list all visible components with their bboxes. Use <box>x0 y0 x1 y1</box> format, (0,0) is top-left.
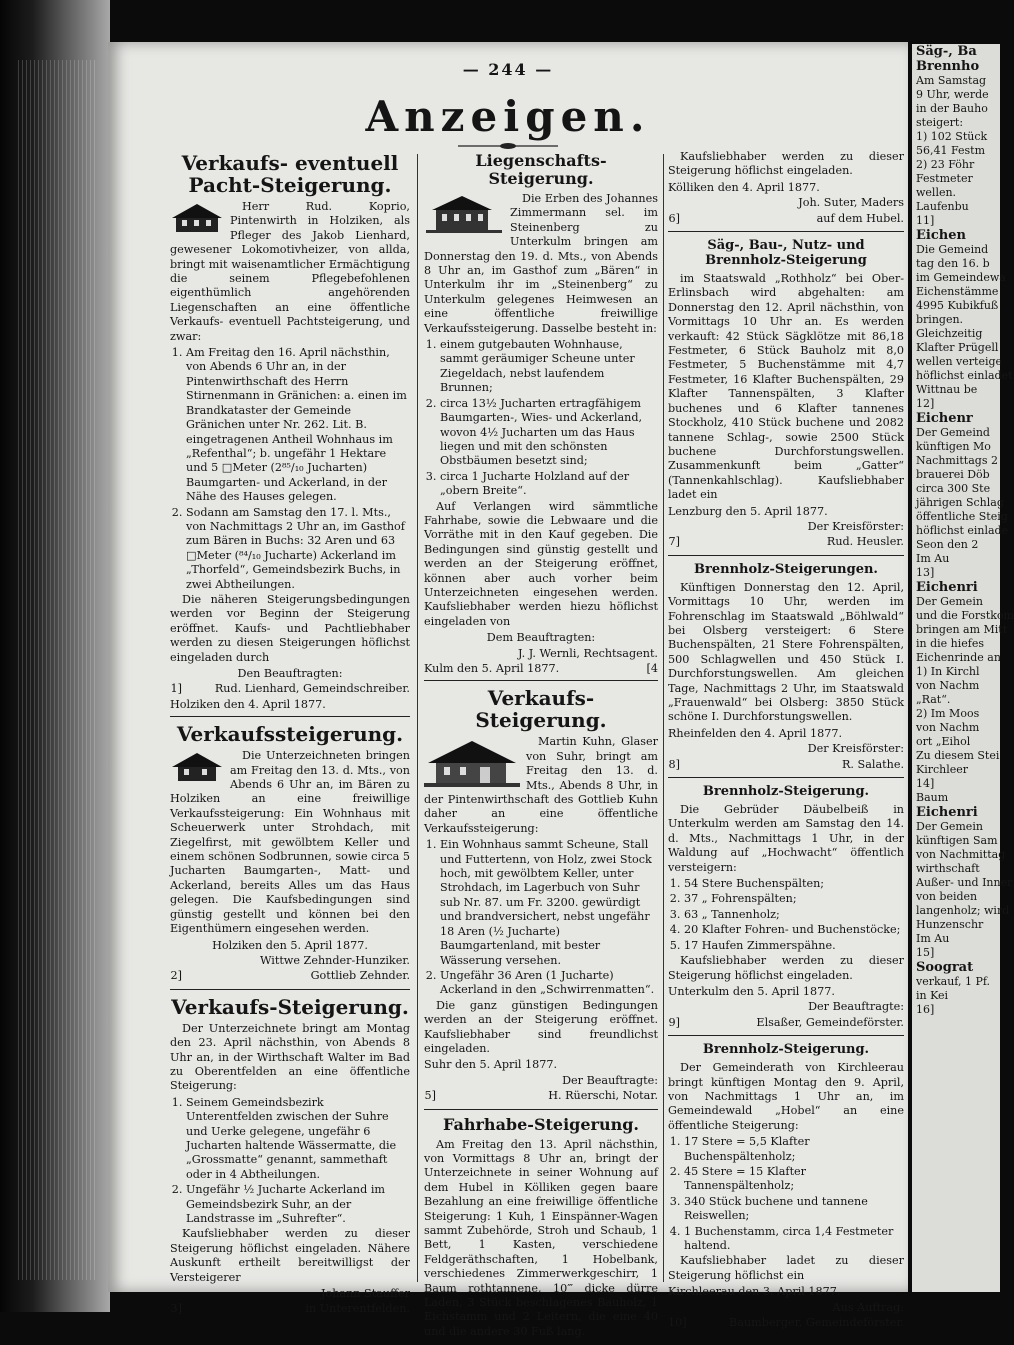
adjacent-page-text: in der Bauho <box>916 102 988 115</box>
ad-number: [4 <box>646 662 658 675</box>
advertisement <box>668 1035 904 1335</box>
signature-label: Dem Beauftragten: <box>486 631 596 645</box>
adjacent-page-text: Eichenr <box>916 411 973 426</box>
page-edges <box>18 60 98 1280</box>
column-rule <box>417 154 418 1282</box>
place-date: Holziken den 4. April 1877. <box>170 697 326 711</box>
list-item: 2. Sodann am Samstag den 17. l. Mts., von Nachmittags 2 Uhr an, im Gasthof zum Bären in Buchs: 32 Aren und 63 □Meter (⁸⁴/₁₀ Jucharte) Ackerland im „Thorfeld“, Gemeindsbezirk Buchs, in zwei Abtheilungen. <box>186 506 410 592</box>
list-item: 3. 340 Stück buchene und tannene Reiswellen; <box>684 1195 904 1224</box>
ad-text: Der Unterzeichnete bringt am Montag den 23. April nächsthin, von Abends 8 Uhr an, in der Wirthschaft Walter im Bad zu Oberentfelden an eine öffentliche Steigerung: <box>170 1021 410 1093</box>
advertisement <box>668 777 904 1035</box>
ad-text: Am Freitag den 13. April nächsthin, von Vormittags 8 Uhr an, bringt der Unterzeichnete in seiner Wohnung auf dem Hubel in Kölliken gegen baare Bezahlung an eine freiwillige öffentliche Steigerung: 1 Kuh, 1 Einspänner-Wagen sammt Zubehörde, Stroh und Schaub, 1 Bett, 1 Kasten, verschiedene Feldgeräthschaften, 1 Hobelbank, verschiedenes Zimmerwerkgeschirr, 1 Baum rothtannene, 10‴ dicke dürre Laden, 3 Stück beschlagenes Bauholz, 1 Eichstamm und 2 Leitern, die eine 40 und die andere 30 Fuß lang. <box>424 1137 658 1338</box>
place-date: Suhr den 5. April 1877. <box>424 1058 558 1072</box>
page-number: — 244 — <box>462 60 554 79</box>
ad-number: 8] <box>668 757 680 771</box>
column-rule <box>663 154 664 1282</box>
adjacent-page-text: künftigen Mo <box>916 440 991 453</box>
advertisement <box>424 152 658 680</box>
adjacent-page-text: 13] <box>916 566 935 579</box>
signature-label: Der Beauftragte: <box>562 1073 658 1087</box>
list-item: 1. einem gutgebauten Wohnhause, sammt geräumiger Scheune unter Ziegeldach, nebst laufendem Brunnen; <box>440 338 658 396</box>
ad-number: 9] <box>668 1015 680 1029</box>
adjacent-page-text: Der Gemein <box>916 820 983 833</box>
adjacent-page-text: langenholz; wird <box>916 904 1010 917</box>
ad-text: Die Erben des Johannes Zimmermann sel. im Steinenberg zu Unterkulm bringen am Donnerstag den 19. d. Mts., von Abends 8 Uhr an, im Gasthof zum „Bären“ in Unterkulm ihr im „Steinenberg“ zu Unterkulm gelegenes Heimwesen an eine öffentliche freiwillige Verkaufssteigerung. Dasselbe besteht in: <box>424 192 658 335</box>
advertisement <box>170 716 410 989</box>
list-item: 3. 63 „ Tannenholz; <box>684 908 904 922</box>
advertisement <box>668 150 904 231</box>
ad-text: Die Unterzeichneten bringen am Freitag den 13. d. Mts., von Abends 6 Uhr an, im Bären zu Holziken an eine freiwillige Verkaufssteigerung: Ein Wohnhaus mit Scheuerwerk unter Strohdach, mit Ziegelfirst, mit gewölbtem Keller und einem schönen Sodbrunnen, sowie circa 5 Jucharten Baumgarten-, Matt- und Ackerland, bereits Alles um das Haus gelegen. Die Kaufsbedingungen sind günstig gestellt und können bei den Eigenthümern eingesehen werden. <box>170 749 410 936</box>
adjacent-page-text: 2) 23 Föhr <box>916 158 975 171</box>
adjacent-page-text: öffentliche Steig <box>916 510 1008 523</box>
column-3 <box>668 150 904 1335</box>
signature-name: H. Rüerschi, Notar. <box>548 1089 658 1103</box>
signature: J. J. Wernli, Rechtsagent. <box>518 646 658 660</box>
ad-number: 5] <box>424 1089 436 1103</box>
adjacent-page-text: höflichst einladet <box>916 369 1013 382</box>
place-date: Kirchleerau den 3. April 1877. <box>668 1285 841 1299</box>
list-item: 4. 1 Buchenstamm, circa 1,4 Festmeter haltend. <box>684 1225 904 1254</box>
advertisement <box>424 680 658 1108</box>
adjacent-page-text: Eichenrinde an <box>916 651 1001 664</box>
ad-title: Brennholz-Steigerung. <box>702 784 870 800</box>
adjacent-page-text: höflichst einlade <box>916 524 1009 537</box>
ad-text: Kaufsliebhaber ladet zu dieser Steigerung höflichst ein <box>668 1254 904 1282</box>
ad-number: 7] <box>668 535 680 549</box>
list-item: 2. circa 13½ Jucharten ertragfähigem Baumgarten-, Wies- und Ackerland, wovon 4½ Jucharten um das Haus liegen und mit den schönsten Obstbäumen besetzt sind; <box>440 397 658 469</box>
adjacent-page-text: 12] <box>916 397 935 410</box>
ad-text: Herr Rud. Koprio, Pintenwirth in Holziken, als Pfleger des Jakob Lienhard, gewesener Lokomotivheizer, von allda, bringt mit waisenamtlicher Ermächtigung die seinem Pflegebefohlenen eigenthümlich angehörenden Liegenschaften an eine öffentliche Verkaufs- eventuell Pachtsteigerung, und zwar: <box>170 200 410 343</box>
adjacent-page-text: 9 Uhr, werde <box>916 88 989 101</box>
adjacent-page-text: bringen am Mitt <box>916 623 1008 636</box>
ad-number: 10] <box>668 1316 687 1330</box>
adjacent-page-text: und die Forstkom <box>916 609 1014 622</box>
farmhouse-icon <box>424 737 520 789</box>
signature <box>170 1302 410 1316</box>
signature <box>668 1316 904 1330</box>
ad-text: Martin Kuhn, Glaser von Suhr, bringt am Freitag den 13. d. Mts., Abends 8 Uhr, in der Pintenwirthschaft des Gottlieb Kuhn daher an eine öffentliche Verkaufssteigerung: <box>424 735 658 835</box>
signature <box>424 1089 658 1103</box>
adjacent-page-text: 1) In Kirchl <box>916 665 980 678</box>
signature <box>668 1016 904 1030</box>
ad-text: Kaufsliebhaber werden zu dieser Steigerung höflichst eingeladen. <box>668 954 904 982</box>
adjacent-page-text: Nachmittags 2 <box>916 454 998 467</box>
adjacent-page-text: verkauf, 1 Pf. <box>916 975 991 988</box>
list-item: 1. 17 Stere = 5,5 Klafter Buchenspältenholz; <box>684 1135 904 1164</box>
column-2 <box>424 150 658 1345</box>
signature <box>668 212 904 226</box>
adjacent-page-text: Im Au <box>916 552 950 565</box>
ad-number: 6] <box>668 211 680 225</box>
signature-name: in Unterentfelden. <box>305 1302 410 1316</box>
signature-label: Der Beauftragte: <box>808 1000 904 1014</box>
list-item: 1. Seinem Gemeindsbezirk Unterentfelden zwischen der Suhre und Uerke gelegene, ungefähr 6 Jucharten haltende Wässermatte, die „Grossmatte“ genannt, sammethaft oder in 4 Abtheilungen. <box>186 1096 410 1182</box>
ad-text: Kaufsliebhaber werden zu dieser Steigerung höflichst eingeladen. <box>668 150 904 178</box>
adjacent-page-text: 15] <box>916 946 935 959</box>
signature-name: R. Salathe. <box>842 757 904 771</box>
adjacent-page-text: Außer- und Inner <box>916 876 1013 889</box>
adjacent-page-text: Der Gemeind <box>916 426 990 439</box>
list-item: 4. 20 Klafter Fohren- und Buchenstöcke; <box>684 923 904 937</box>
signature-name: Rud. Heusler. <box>826 535 904 549</box>
signature: Joh. Suter, Maders <box>798 196 904 210</box>
adjacent-page-fragment <box>912 44 1014 1292</box>
advertisement <box>170 152 410 716</box>
list-item: 1. 54 Stere Buchenspälten; <box>684 877 904 891</box>
signature-label: Aus Auftrag: <box>832 1300 904 1314</box>
adjacent-page-text: jährigen Schlag <box>916 496 1004 509</box>
ad-title: Fahrhabe-Steigerung. <box>443 1114 639 1134</box>
adjacent-page-text: brauerei Döb <box>916 468 990 481</box>
ad-number: 2] <box>170 969 182 983</box>
adjacent-page-text: Eichen <box>916 228 966 243</box>
adjacent-page-text: 1) 102 Stück <box>916 130 988 143</box>
adjacent-page-text: 56,41 Festm <box>916 144 986 157</box>
signature <box>170 682 410 696</box>
place-date <box>424 662 658 676</box>
ad-number: 3] <box>170 1302 182 1316</box>
signature-name: Baumberger, Gemeindeförster. <box>729 1316 904 1330</box>
book-spine <box>0 0 110 1312</box>
adjacent-page-text: im Gemeindewa <box>916 271 1006 284</box>
signature-name: Elsaßer, Gemeindeförster. <box>756 1015 904 1029</box>
adjacent-page-text: wellen. <box>916 186 957 199</box>
adjacent-page-text: in die hiefes <box>916 637 985 650</box>
list-item: 5. 17 Haufen Zimmerspähne. <box>684 939 904 953</box>
adjacent-page-text: Eichenstämme <box>916 285 999 298</box>
adjacent-page-text: von Nachm <box>916 679 980 692</box>
adjacent-page-text: Im Au <box>916 932 950 945</box>
adjacent-page-text: Laufenbu <box>916 200 969 213</box>
place-date: Holziken den 5. April 1877. <box>212 938 368 952</box>
adjacent-page-text: Soograt <box>916 960 974 975</box>
ad-title: Brennholz-Steigerung. <box>702 1042 870 1058</box>
adjacent-page-text: Seon den 2 <box>916 538 979 551</box>
adjacent-page-text: Eichenri <box>916 580 978 595</box>
signature: Johann Stauffer <box>320 1287 410 1301</box>
ad-title: Verkaufssteigerung. <box>176 722 404 747</box>
adjacent-page-text: Wittnau be <box>916 383 978 396</box>
adjacent-page-text: Hunzenschr <box>916 918 984 931</box>
ad-title: Verkaufs- eventuell Pacht-Steigerung. <box>181 151 399 197</box>
adjacent-page-text: bringen. <box>916 313 964 326</box>
adjacent-page-text: steigert: <box>916 116 964 129</box>
adjacent-page-text: 4995 Kubikfuß <box>916 299 999 312</box>
signature: Wittwe Zehnder-Hunziker. <box>259 953 410 967</box>
advertisement <box>424 1109 658 1345</box>
adjacent-page-text: ort „Eihol <box>916 735 971 748</box>
advertisement <box>170 989 410 1322</box>
list-item: 2. Ungefähr 36 Aren (1 Jucharte) Ackerland in den „Schwirrenmatten“. <box>440 969 658 998</box>
list-item: 1. Ein Wohnhaus sammt Scheune, Stall und Futtertenn, von Holz, zwei Stock hoch, mit gewölbtem Keller, unter Strohdach, im Lagerbuch von Suhr sub Nr. 87. um Fr. 3200. gewürdigt und brandversichert, nebst ungefähr 18 Aren (½ Jucharte) Baumgartenland, mit bester Wässerung versehen. <box>440 838 658 968</box>
adjacent-page-text: wirthschaft <box>916 862 980 875</box>
signature-label: Den Beauftragten: <box>237 667 343 680</box>
adjacent-page-text: Eichenri <box>916 805 978 820</box>
signature-label: Der Kreisförster: <box>807 519 904 533</box>
adjacent-page-text: Zu diesem Stei <box>916 749 1000 762</box>
ad-number: 1] <box>170 682 182 696</box>
ad-text: Künftigen Donnerstag den 12. April, Vormittags 10 Uhr, werden im Fohrenschlag im Staatswald „Böhlwald“ bei Olsberg versteigert: 6 Stere Buchenspälten, 21 Stere Fohrenspälten, 500 Schlagwellen und 450 Stück I. Durchforstungswellen. Am gleichen Tage, Nachmittags 2 Uhr, im Staatswald „Frauenwald“ bei Olsberg: 3850 Stück schöne I. Durchforstungswellen. <box>668 580 904 724</box>
ad-text: Die Gebrüder Däubelbeiß in Unterkulm werden am Samstag den 14. d. Mts., Nachmittags 1 Uhr, in der Waldung auf „Hochwacht“ öffentlich versteigern: <box>668 803 904 874</box>
place-date: Kölliken den 4. April 1877. <box>668 180 820 194</box>
list-item: 2. Ungefähr ½ Jucharte Ackerland im Gemeindsbezirk Suhr, an der Landstrasse im „Suhrefter“. <box>186 1183 410 1226</box>
date-text: Kulm den 5. April 1877. <box>424 662 560 675</box>
place-date: Lenzburg den 5. April 1877. <box>668 504 828 518</box>
ad-text: im Staatswald „Rothholz“ bei Ober-Erlinsbach wird abgehalten: am Donnerstag den 12. April nächsthin, von Vormittags 10 Uhr an. Es werden verkauft: 42 Stück Sägklötze mit 86,18 Festmeter, 6 Stück Bauholz mit 8,0 Festmeter, 5 Buchenstämme mit 4,7 Festmeter, 16 Klafter Buchenspälten, 29 Klafter Tannenspälten, 3 Klafter buchenes und 6 Klafter tannenes Stockholz, 410 Stück buchene und 2082 tannene Schlag-, sowie 2500 Stück buchene Durchforstungswellen. Zusammenkunft beim „Gatter“ (Tannenkahlschlag). Kaufsliebhaber ladet ein <box>668 272 904 502</box>
house-icon <box>170 202 224 234</box>
ad-title: Verkaufs-Steigerung. <box>171 994 409 1019</box>
ad-title: Säg-, Bau-, Nutz- und Brennholz-Steigerung <box>705 238 867 269</box>
adjacent-page-text: 16] <box>916 1003 935 1016</box>
advertisement <box>668 231 904 555</box>
column-1 <box>170 150 410 1322</box>
advertisement <box>668 555 904 777</box>
ad-text: Kaufsliebhaber werden zu dieser Steigerung höflichst eingeladen. Nähere Auskunft ertheilt bereitwilligst der Versteigerer <box>170 1227 410 1284</box>
adjacent-page-text: Kirchleer <box>916 763 969 776</box>
adjacent-page-text: Der Gemein <box>916 595 983 608</box>
adjacent-page-text: Baum <box>916 791 949 804</box>
adjacent-page-text: Brennho <box>916 59 980 74</box>
newspaper-page <box>108 42 908 1338</box>
adjacent-page-text: circa 300 Ste <box>916 482 991 495</box>
adjacent-page-text: von Nachmittag <box>916 848 1006 861</box>
adjacent-page-text: von beiden <box>916 890 978 903</box>
signature <box>668 535 904 549</box>
signature <box>668 758 904 772</box>
signature <box>170 969 410 983</box>
adjacent-page-text: in Kei <box>916 989 949 1002</box>
adjacent-page-text: Am Samstag <box>916 74 987 87</box>
adjacent-page-text: Klafter Prügell <box>916 341 999 354</box>
adjacent-page-text: 11] <box>916 214 935 227</box>
list-item: 2. 37 „ Fohrenspälten; <box>684 892 904 906</box>
adjacent-page-text: 14] <box>916 777 935 790</box>
adjacent-page-text: Festmeter <box>916 172 973 185</box>
ad-text: Der Gemeinderath von Kirchleerau bringt künftigen Montag den 9. April, von Nachmittags 1 Uhr an, im Gemeindewald „Hobel“ an eine öffentliche Steigerung: <box>668 1061 904 1132</box>
place-date: Rheinfelden den 4. April 1877. <box>668 726 843 740</box>
ad-title: Verkaufs-Steigerung. <box>475 686 607 733</box>
adjacent-page-text: „Rat“. <box>916 693 951 706</box>
ad-text: Die näheren Steigerungsbedingungen werden vor Beginn der Steigerung eröffnet. Kaufs- und Pachtliebhaber werden zu diesen Steigerungen höflichst eingeladen durch <box>170 592 410 664</box>
adjacent-page-text: von Nachm <box>916 721 980 734</box>
signature-name: Gottlieb Zehnder. <box>310 969 410 983</box>
signature-name: auf dem Hubel. <box>816 211 904 225</box>
page-title: Anzeigen. <box>365 92 651 141</box>
house-icon <box>170 751 224 783</box>
title-ornament <box>458 142 558 150</box>
adjacent-page-text: tag den 16. b <box>916 257 990 270</box>
ad-title: Brennholz-Steigerungen. <box>694 561 878 577</box>
ad-text: Die ganz günstigen Bedingungen werden an der Steigerung eröffnet. Kaufsliebhaber sind freundlichst eingeladen. <box>424 998 658 1055</box>
signature-name: Rud. Lienhard, Gemeindschreiber. <box>214 682 410 696</box>
villa-icon <box>424 194 504 234</box>
list-item: 1. Am Freitag den 16. April nächsthin, von Abends 6 Uhr an, in der Pintenwirthschaft des Herrn Stirnenmann in Gränichen: a. einen im Brandkataster der Gemeinde Gränichen unter Nr. 262. Lit. B. eingetragenen Antheil Wohnhaus im „Refenthal“; b. ungefähr 1 Hektare und 5 □Meter (2⁸⁵/₁₀ Jucharten) Baumgarten- und Ackerland, in der Nähe des Hauses gelegen. <box>186 346 410 504</box>
ad-title: Liegenschafts-Steigerung. <box>475 151 607 188</box>
ad-text: Auf Verlangen wird sämmtliche Fahrhabe, sowie die Lebwaare und die Vorräthe mit in den Kauf gegeben. Die Bedingungen sind günstig gestellt und werden an der Steigerung eröffnet, können aber auch vorher beim Unterzeichneten eingesehen werden. Kaufsliebhaber werden hiezu höflichst eingeladen von <box>424 499 658 628</box>
adjacent-page-text: Die Gemeind <box>916 243 989 256</box>
adjacent-page-text: 2) Im Moos <box>916 707 980 720</box>
adjacent-page-text: wellen verteige <box>916 355 1003 368</box>
list-item: 3. circa 1 Jucharte Holzland auf der „obern Breite“. <box>440 470 658 499</box>
signature-label: Der Kreisförster: <box>807 742 904 756</box>
list-item: 2. 45 Stere = 15 Klafter Tannenspältenholz; <box>684 1165 904 1194</box>
place-date: Unterkulm den 5. April 1877. <box>668 984 835 998</box>
adjacent-page-text: Gleichzeitig <box>916 327 983 340</box>
adjacent-page-text: Säg-, Ba <box>916 44 977 59</box>
adjacent-page-text: künftigen Sam <box>916 834 998 847</box>
